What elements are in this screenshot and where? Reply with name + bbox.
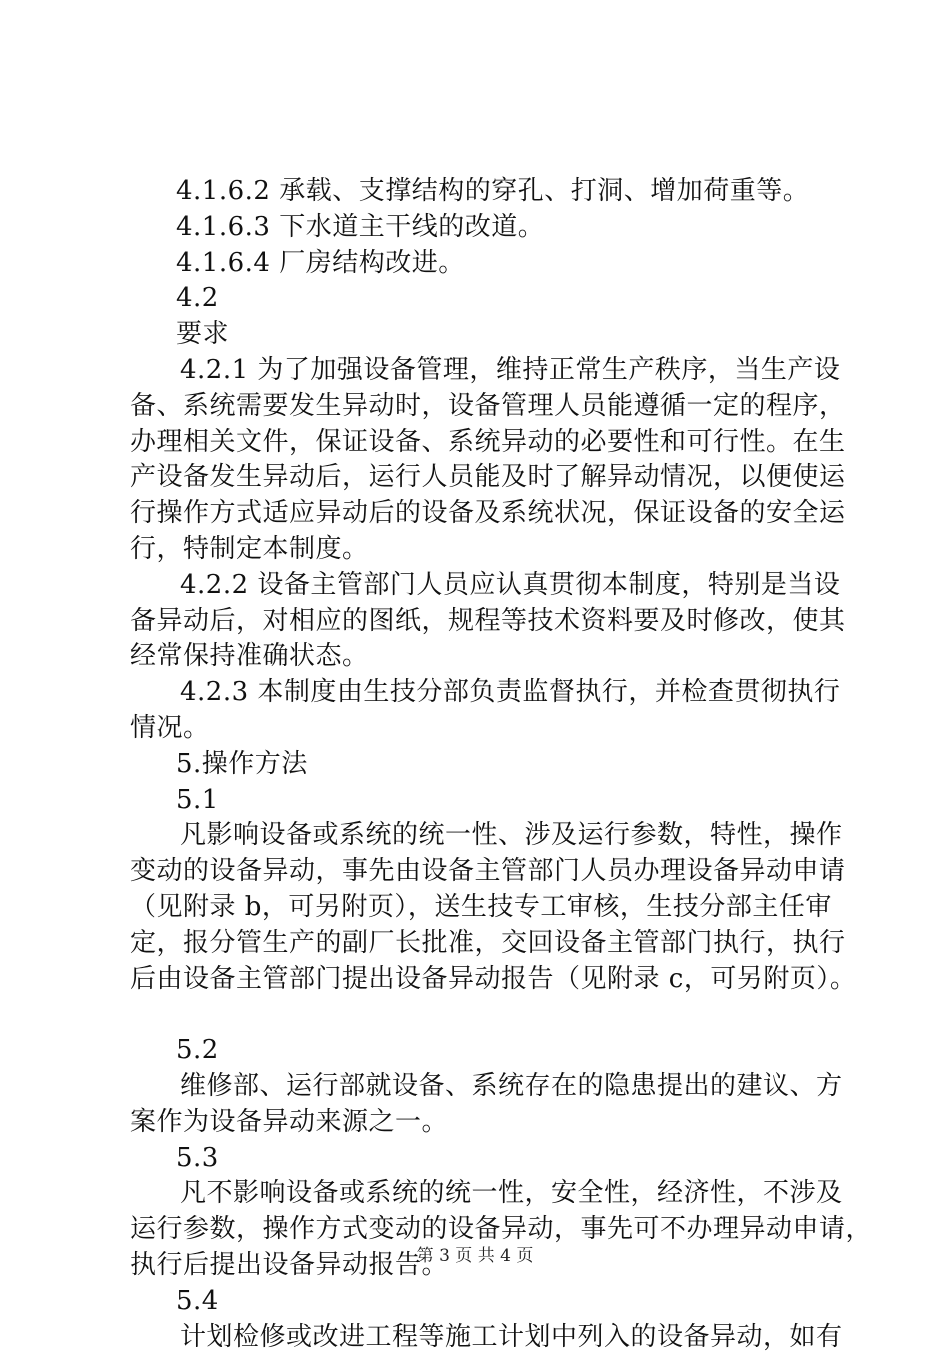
text-line: 维修部、运行部就设备、系统存在的隐患提出的建议、方 — [130, 1069, 846, 1105]
text-line: 变动的设备异动，事先由设备主管部门人员办理设备异动申请 — [130, 854, 846, 890]
text-line: 备异动后，对相应的图纸，规程等技术资料要及时修改，使其 — [130, 604, 846, 640]
text-line: 执行后提出设备异动报告。 — [130, 1248, 846, 1284]
text-line: 5.4 — [130, 1284, 846, 1320]
text-line: 后由设备主管部门提出设备异动报告（见附录 c，可另附页）。 — [130, 962, 846, 998]
text-line: 4.1.6.2 承载、支撑结构的穿孔、打洞、增加荷重等。 — [130, 174, 846, 210]
text-line: 要求 — [130, 317, 846, 353]
text-line: 5.操作方法 — [130, 747, 846, 783]
text-line: 运行参数，操作方式变动的设备异动，事先可不办理异动申请， — [130, 1212, 846, 1248]
text-line: 计划检修或改进工程等施工计划中列入的设备异动，如有 — [130, 1320, 846, 1355]
text-line: 凡影响设备或系统的统一性、涉及运行参数，特性，操作 — [130, 818, 846, 854]
text-line: 4.2.1 为了加强设备管理，维持正常生产秩序，当生产设 — [130, 353, 846, 389]
document-body — [130, 174, 846, 1355]
text-line: 5.3 — [130, 1141, 846, 1177]
text-line: 办理相关文件，保证设备、系统异动的必要性和可行性。在生 — [130, 425, 846, 461]
text-line: 定，报分管生产的副厂长批准，交回设备主管部门执行，执行 — [130, 926, 846, 962]
text-line: 备、系统需要发生异动时，设备管理人员能遵循一定的程序， — [130, 389, 846, 425]
text-line: 4.2.3 本制度由生技分部负责监督执行，并检查贯彻执行 — [130, 675, 846, 711]
text-line: （见附录 b，可另附页），送生技专工审核，生技分部主任审 — [130, 890, 846, 926]
text-line: 4.1.6.4 厂房结构改进。 — [130, 246, 846, 282]
text-line: 案作为设备异动来源之一。 — [130, 1105, 846, 1141]
text-line: 经常保持准确状态。 — [130, 639, 846, 675]
text-line: 情况。 — [130, 711, 846, 747]
text-line: 5.2 — [130, 1033, 846, 1069]
text-line: 4.2.2 设备主管部门人员应认真贯彻本制度，特别是当设 — [130, 568, 846, 604]
blank-line — [130, 997, 846, 1033]
text-line: 产设备发生异动后，运行人员能及时了解异动情况，以便使运 — [130, 460, 846, 496]
text-line: 凡不影响设备或系统的统一性，安全性，经济性，不涉及 — [130, 1176, 846, 1212]
page-footer: 第 3 页 共 4 页 — [0, 1241, 950, 1266]
text-line: 行操作方式适应异动后的设备及系统状况，保证设备的安全运 — [130, 496, 846, 532]
text-line: 行，特制定本制度。 — [130, 532, 846, 568]
text-line: 4.1.6.3 下水道主干线的改道。 — [130, 210, 846, 246]
text-line: 5.1 — [130, 783, 846, 819]
text-line: 4.2 — [130, 281, 846, 317]
